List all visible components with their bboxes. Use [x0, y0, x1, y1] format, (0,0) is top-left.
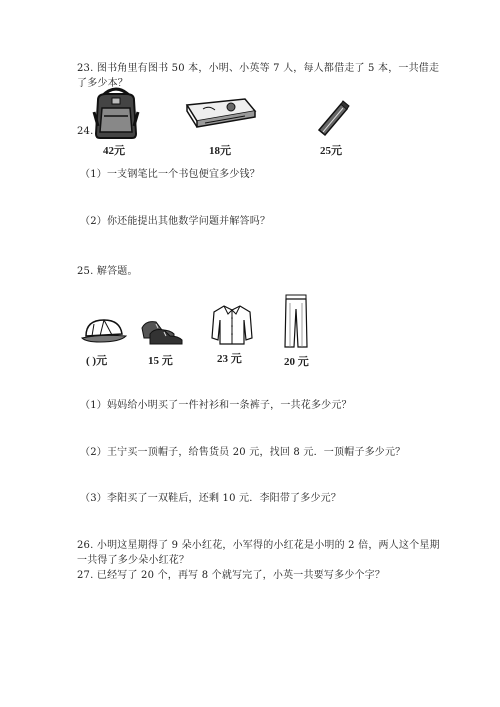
- cap-price: ( )元: [86, 355, 108, 367]
- pencil-case-price: 18元: [209, 145, 231, 157]
- q25-sub2: （2）王宁买一顶帽子，给售货员 20 元，找回 8 元．一顶帽子多少元？: [80, 447, 406, 458]
- q25-sub1: （1）妈妈给小明买了一件衬衫和一条裤子，一共花多少元？: [80, 400, 352, 411]
- backpack-icon: [90, 86, 142, 140]
- q27-line1: 27. 已经写了 20 个，再写 8 个就写完了，小英一共要写多少个字？: [77, 570, 386, 581]
- q25-sub3: （3）李阳买了一双鞋后，还剩 10 元．李阳带了多少元？: [80, 493, 342, 504]
- q26-line2: 一共得了多少朵小红花？: [77, 555, 190, 566]
- pencil-case-icon: [185, 95, 257, 131]
- pen-icon: [315, 100, 349, 136]
- shirt-price: 23 元: [217, 353, 242, 365]
- pen-price: 25元: [320, 145, 342, 157]
- pants-icon: [284, 293, 308, 349]
- backpack-price: 42元: [103, 145, 125, 157]
- q26-line1: 26. 小明这星期得了 9 朵小红花，小军得的小红花是小明的 2 倍，两人这个星期: [77, 540, 440, 551]
- q24-sub1: （1）一支钢笔比一个书包便宜多少钱？: [80, 169, 260, 180]
- pants-price: 20 元: [284, 356, 309, 368]
- q24-number: 24.: [77, 126, 94, 137]
- shirt-icon: [210, 302, 254, 346]
- q23-line1: 23. 图书角里有图书 50 本，小明、小英等 7 人，每人都借走了 5 本，一共借走: [77, 63, 440, 74]
- cap-icon: [80, 316, 130, 344]
- shoes-icon: [140, 316, 186, 346]
- shoes-price: 15 元: [148, 355, 173, 367]
- q24-sub2: （2）你还能提出其他数学问题并解答吗？: [80, 216, 271, 227]
- q25-title: 25. 解答题。: [77, 266, 138, 277]
- q23-line2: 了多少本？: [77, 78, 128, 89]
